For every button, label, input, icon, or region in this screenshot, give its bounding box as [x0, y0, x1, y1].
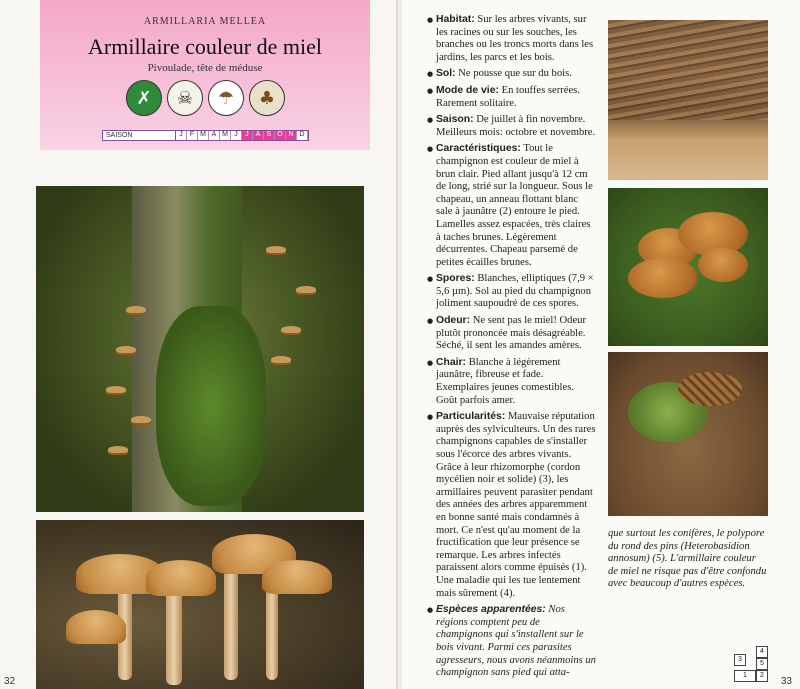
- calendar-month: S: [264, 131, 275, 140]
- description-entry: [436, 85, 596, 110]
- calendar-month: J: [231, 131, 242, 140]
- photo-tree-trunk-with-mushrooms: [36, 186, 364, 512]
- entry-label: Mode de vie:: [436, 84, 499, 96]
- skull-icon: ☠: [167, 80, 203, 116]
- edible-icon: ✗: [126, 80, 162, 116]
- photo-index-box: 4: [756, 646, 768, 658]
- calendar-month: M: [198, 131, 209, 140]
- description-entry: [436, 604, 596, 680]
- calendar-label: SAISON: [103, 131, 176, 140]
- calendar-month: J: [242, 131, 253, 140]
- left-page: [0, 0, 398, 689]
- photo-mushrooms-in-grass: [608, 188, 768, 346]
- latin-name: ARMILLARIA MELLEA: [143, 16, 267, 27]
- entry-label: Particularités:: [436, 411, 506, 423]
- entry-label: Chair:: [436, 356, 467, 368]
- calendar-months: [176, 131, 308, 140]
- entry-label: Saison:: [436, 114, 474, 126]
- entry-text: Blanche à légèrement jaunâtre, fibreuse et fade. Exemplaires jeunes comestibles. Goût parfois amer.: [436, 356, 574, 406]
- entry-label: Odeur:: [436, 315, 471, 327]
- entry-text: Blanches, elliptiques (7,9 × 5,6 µm). Sol au pied du champignon joliment saupoudré de ces spores.: [436, 273, 594, 310]
- calendar-month: A: [209, 131, 220, 140]
- photo-index-box: 2: [756, 670, 768, 682]
- description-entry: [436, 315, 596, 353]
- description-entry: [436, 14, 596, 64]
- description-entry: [436, 68, 596, 81]
- entry-text: En touffes serrées. Rarement solitaire.: [436, 84, 580, 109]
- calendar-month: D: [297, 131, 308, 140]
- page-number-left: 32: [4, 676, 16, 687]
- entry-text: Tout le champignon est couleur de miel à brun clair. Pied allant jusqu'à 12 cm de long, strié sur la longueur. Sous le chapeau, un anneau flottant blanc sale à jaunâtre (2) entoure le pied. Lamelles assez espacées, très claires à taches brunes. Légèrement décurrentes. Chapeau parsemé de petites écailles brunes.: [436, 143, 593, 268]
- common-names: Pivoulade, tête de méduse: [147, 62, 263, 74]
- calendar-month: A: [253, 131, 264, 140]
- page-title: Armillaire couleur de miel: [88, 34, 322, 59]
- calendar-month: J: [176, 131, 187, 140]
- calendar-month: O: [275, 131, 286, 140]
- description-entry: [436, 411, 596, 600]
- entry-text: Sur les arbres vivants, sur les racines ou sur les souches, les branches ou les troncs morts dans les jardins, les parcs et les bois.: [436, 14, 594, 63]
- entry-text: Ne sent pas le miel! Odeur plutôt prononcée mais désagréable. Séché, il sent les amandes amères.: [436, 315, 586, 352]
- tree-stump-icon: ♣: [249, 80, 285, 116]
- description-entry: [436, 357, 596, 407]
- mushroom-icon: ☂: [208, 80, 244, 116]
- photo-index-box: 3: [734, 654, 746, 666]
- description-entry: [436, 114, 596, 139]
- season-calendar: [102, 130, 309, 141]
- symbol-row: [126, 80, 285, 116]
- photo-index-box: 5: [756, 658, 768, 670]
- page-number-right: 33: [780, 676, 792, 687]
- entry-label: Spores:: [436, 273, 475, 285]
- calendar-month: F: [187, 131, 198, 140]
- photo-index-diagram: [734, 646, 768, 682]
- photo-rhizomorphs-under-bark: [608, 20, 768, 180]
- entry-text: De juillet à fin novembre. Meilleurs mois: octobre et novembre.: [436, 114, 596, 138]
- entry-text: Mauvaise réputation auprès des sylviculteurs. Un des rares champignons capables de s'installer sous l'écorce des arbres vivants. Grâce à leur rhizomorphe (cordon mycélien noir et solide) (3), les armillaires peuvent parasiter pendant des années des arbres apparemment en bonne santé mais condamnés à mort. Ce n'est qu'au moment de la fructification que leur présence se remarque. Les arbres infectés paraissent alors comme épuisés (1). Une maladie qui les tue lentement mais sûrement (4).: [436, 411, 596, 599]
- photo-pine-cone-on-moss: [608, 352, 768, 516]
- entry-label: Espèces apparentées:: [436, 604, 546, 616]
- entry-label: Sol:: [436, 68, 456, 80]
- entry-label: Habitat:: [436, 14, 475, 25]
- calendar-month: N: [286, 131, 297, 140]
- species-header: [40, 0, 370, 150]
- description-entry: [436, 273, 596, 311]
- entry-text: Ne pousse que sur du bois.: [458, 68, 572, 80]
- calendar-month: M: [220, 131, 231, 140]
- entry-text: Nos régions comptent peu de champignons qui s'installent sur le bois vivant. Parmi ces parasites agresseurs, nous avons néanmoins un champignon sans pied qui atta-: [436, 604, 596, 679]
- entry-label: Caractéristiques:: [436, 143, 521, 155]
- photo-mushroom-cluster-closeup: [36, 520, 364, 689]
- continuation-text: que surtout les conifères, le polypore du rond des pins (Heterobasidion annosum) (5). L'armillaire couleur de miel ne risque pas d'être confondu avec beaucoup d'autres espèces.: [608, 528, 767, 590]
- photo-index-box: 1: [734, 670, 756, 682]
- description-column: [436, 14, 596, 684]
- description-entry: [436, 143, 596, 269]
